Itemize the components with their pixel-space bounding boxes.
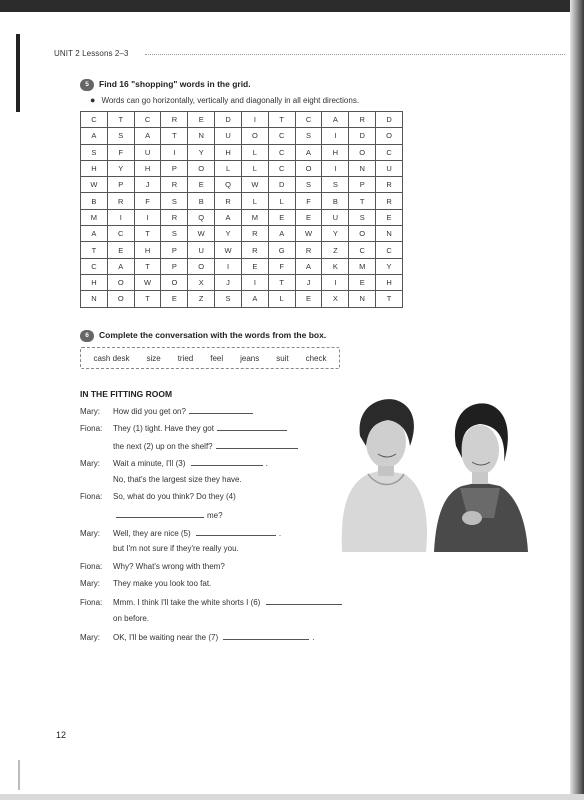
grid-cell: U xyxy=(376,160,403,176)
grid-cell: O xyxy=(349,144,376,160)
grid-cell: T xyxy=(268,274,295,290)
exercise-5-number: 5 xyxy=(80,79,94,91)
grid-cell: L xyxy=(268,193,295,209)
grid-cell: M xyxy=(81,209,108,225)
grid-cell: I xyxy=(322,160,349,176)
grid-cell: O xyxy=(376,128,403,144)
dialogue-line xyxy=(80,422,290,433)
grid-cell: Y xyxy=(376,258,403,274)
grid-cell: O xyxy=(241,128,268,144)
dialogue-speaker: Fiona: xyxy=(80,598,103,608)
grid-cell: I xyxy=(241,112,268,128)
grid-cell: T xyxy=(349,193,376,209)
grid-cell: E xyxy=(295,291,322,307)
grid-cell: E xyxy=(349,274,376,290)
dialogue-text: Why? What's wrong with them? xyxy=(113,561,225,571)
dialogue-text: OK, I'll be waiting near the (7) xyxy=(113,633,221,643)
grid-cell: E xyxy=(188,112,215,128)
grid-cell: S xyxy=(295,177,322,193)
grid-cell: T xyxy=(134,258,161,274)
grid-cell: A xyxy=(268,226,295,242)
grid-cell: Y xyxy=(215,226,242,242)
grid-cell: C xyxy=(81,258,108,274)
grid-row xyxy=(81,242,403,258)
grid-cell: J xyxy=(134,177,161,193)
grid-cell: L xyxy=(241,144,268,160)
grid-cell: W xyxy=(295,226,322,242)
grid-cell: Q xyxy=(215,177,242,193)
word-box-item: cash desk xyxy=(93,353,130,363)
grid-cell: H xyxy=(81,160,108,176)
grid-cell: N xyxy=(188,128,215,144)
grid-cell: W xyxy=(241,177,268,193)
grid-cell: F xyxy=(134,193,161,209)
grid-cell: R xyxy=(376,193,403,209)
dialogue-line xyxy=(80,509,223,520)
grid-cell: C xyxy=(268,128,295,144)
grid-cell: A xyxy=(215,209,242,225)
dialogue-text: tight. Have they got xyxy=(145,424,214,434)
grid-row xyxy=(81,128,403,144)
binding-mark xyxy=(16,34,20,112)
grid-cell: H xyxy=(134,242,161,258)
grid-cell: C xyxy=(107,226,134,242)
grid-cell: U xyxy=(134,144,161,160)
dialogue-line xyxy=(80,440,301,451)
grid-cell: O xyxy=(107,291,134,307)
grid-cell: E xyxy=(376,209,403,225)
grid-cell: B xyxy=(81,193,108,209)
grid-cell: T xyxy=(134,226,161,242)
dialogue-text: They (1) xyxy=(113,424,146,434)
grid-cell: L xyxy=(215,160,242,176)
dialogue-text: Wait a minute, I'll (3) xyxy=(113,459,188,469)
grid-cell: H xyxy=(376,274,403,290)
grid-cell: U xyxy=(322,209,349,225)
grid-cell: U xyxy=(188,242,215,258)
grid-cell: R xyxy=(161,112,188,128)
grid-cell: D xyxy=(268,177,295,193)
grid-cell: R xyxy=(241,226,268,242)
grid-cell: S xyxy=(81,144,108,160)
dialogue-text: So, what do you think? Do they (4) xyxy=(113,492,236,501)
exercise-5-instruction-line xyxy=(90,95,359,105)
grid-row xyxy=(81,193,403,209)
dialogue-line xyxy=(80,544,239,553)
grid-row xyxy=(81,160,403,176)
grid-cell: H xyxy=(81,274,108,290)
word-box xyxy=(80,347,340,369)
dialogue-speaker: Mary: xyxy=(80,407,100,416)
grid-cell: E xyxy=(295,209,322,225)
grid-cell: N xyxy=(376,226,403,242)
word-box-item: suit xyxy=(276,353,289,363)
exercise-6-title: Complete the conversation with the words from the box. xyxy=(99,330,327,341)
grid-cell: N xyxy=(349,160,376,176)
grid-cell: Z xyxy=(322,242,349,258)
word-box-item: check xyxy=(305,353,327,363)
girl-left-figure xyxy=(342,399,427,552)
grid-cell: F xyxy=(295,193,322,209)
section-title: IN THE FITTING ROOM xyxy=(80,389,173,399)
word-box-item: tried xyxy=(177,353,194,363)
word-box-item: size xyxy=(146,353,161,363)
dialogue-line xyxy=(80,562,225,571)
grid-cell: E xyxy=(268,209,295,225)
dialogue-text: on before. xyxy=(113,613,150,623)
dialogue-text: No, that's the largest size they have. xyxy=(113,474,242,484)
dialogue-text: . xyxy=(278,528,282,538)
two-girls-photo xyxy=(338,388,534,552)
grid-cell: S xyxy=(161,193,188,209)
dialogue-text: Mmm. I think I'll take the white shorts I (6) xyxy=(113,598,263,608)
grid-row xyxy=(81,112,403,128)
grid-cell: E xyxy=(161,291,188,307)
grid-cell: C xyxy=(81,112,108,128)
dialogue-speaker: Fiona: xyxy=(80,492,103,501)
grid-cell: R xyxy=(107,193,134,209)
grid-cell: B xyxy=(188,193,215,209)
grid-cell: W xyxy=(81,177,108,193)
grid-row xyxy=(81,274,403,290)
dialogue-speaker: Mary: xyxy=(80,579,100,588)
grid-row xyxy=(81,258,403,274)
grid-cell: C xyxy=(268,144,295,160)
grid-cell: N xyxy=(81,291,108,307)
grid-cell: Y xyxy=(322,226,349,242)
grid-cell: S xyxy=(295,128,322,144)
grid-cell: K xyxy=(322,258,349,274)
grid-cell: A xyxy=(295,258,322,274)
dialogue-text: up on the shelf? xyxy=(155,441,213,451)
grid-cell: O xyxy=(349,226,376,242)
exercise-5-heading xyxy=(80,79,251,91)
grid-cell: J xyxy=(215,274,242,290)
grid-cell: H xyxy=(134,160,161,176)
grid-cell: F xyxy=(268,258,295,274)
grid-cell: A xyxy=(81,226,108,242)
dialogue-line xyxy=(80,492,236,501)
grid-cell: Q xyxy=(188,209,215,225)
grid-cell: P xyxy=(349,177,376,193)
unit-header: UNIT 2 Lessons 2–3 xyxy=(54,49,129,58)
grid-cell: I xyxy=(322,128,349,144)
dialogue-text: Well, they are nice (5) xyxy=(113,528,193,538)
grid-cell: S xyxy=(161,226,188,242)
answer-blank[interactable] xyxy=(191,457,263,466)
dialogue-text: They make you look too fat. xyxy=(113,579,212,588)
grid-cell: S xyxy=(215,291,242,307)
dialogue-speaker: Fiona: xyxy=(80,424,103,434)
girl-right-figure xyxy=(434,403,528,552)
scan-bottom-edge xyxy=(0,794,584,800)
grid-cell: R xyxy=(349,112,376,128)
grid-cell: W xyxy=(215,242,242,258)
grid-cell: A xyxy=(241,291,268,307)
grid-cell: C xyxy=(376,144,403,160)
grid-cell: N xyxy=(349,291,376,307)
grid-cell: O xyxy=(188,258,215,274)
grid-cell: X xyxy=(188,274,215,290)
scan-top-edge xyxy=(0,0,584,12)
answer-blank[interactable] xyxy=(116,509,204,518)
dialogue-line xyxy=(80,527,281,538)
grid-cell: O xyxy=(161,274,188,290)
grid-row xyxy=(81,291,403,307)
grid-cell: S xyxy=(322,177,349,193)
grid-cell: A xyxy=(322,112,349,128)
grid-cell: R xyxy=(241,242,268,258)
grid-cell: O xyxy=(295,160,322,176)
grid-cell: A xyxy=(134,128,161,144)
exercise-5-instruction: Words can go horizontally, vertically and diagonally in all eight directions. xyxy=(101,96,360,105)
grid-cell: C xyxy=(134,112,161,128)
grid-cell: A xyxy=(107,258,134,274)
grid-cell: T xyxy=(81,242,108,258)
grid-cell: C xyxy=(268,160,295,176)
grid-cell: L xyxy=(268,291,295,307)
header-dotted-rule xyxy=(145,54,565,55)
grid-cell: P xyxy=(107,177,134,193)
grid-cell: S xyxy=(349,209,376,225)
grid-cell: O xyxy=(107,274,134,290)
dialogue-speaker: Mary: xyxy=(80,528,100,538)
dialogue-line xyxy=(80,631,315,642)
grid-cell: D xyxy=(349,128,376,144)
grid-cell: W xyxy=(134,274,161,290)
grid-cell: R xyxy=(295,242,322,258)
bullet-icon: ● xyxy=(90,95,96,105)
dialogue-line xyxy=(80,457,268,468)
answer-blank[interactable] xyxy=(189,405,253,414)
dialogue-text: but I'm not sure if they're really you. xyxy=(113,544,239,554)
grid-cell: R xyxy=(215,193,242,209)
grid-cell: I xyxy=(161,144,188,160)
grid-cell: J xyxy=(295,274,322,290)
grid-cell: Y xyxy=(188,144,215,160)
grid-cell: L xyxy=(241,160,268,176)
grid-cell: S xyxy=(107,128,134,144)
answer-blank[interactable] xyxy=(216,440,298,449)
grid-row xyxy=(81,226,403,242)
dialogue-speaker: Mary: xyxy=(80,459,100,469)
page-number: 12 xyxy=(56,730,67,740)
grid-cell: R xyxy=(161,177,188,193)
grid-cell: M xyxy=(241,209,268,225)
grid-cell: P xyxy=(161,242,188,258)
dialogue-speaker: Fiona: xyxy=(80,561,103,571)
word-box-item: jeans xyxy=(240,353,260,363)
grid-cell: C xyxy=(295,112,322,128)
grid-row xyxy=(81,177,403,193)
grid-cell: M xyxy=(349,258,376,274)
grid-cell: I xyxy=(215,258,242,274)
grid-cell: T xyxy=(268,112,295,128)
grid-cell: Z xyxy=(188,291,215,307)
grid-cell: D xyxy=(215,112,242,128)
grid-cell: C xyxy=(349,242,376,258)
word-box-item: feel xyxy=(210,353,224,363)
grid-cell: U xyxy=(215,128,242,144)
grid-cell: R xyxy=(161,209,188,225)
grid-cell: F xyxy=(107,144,134,160)
grid-cell: H xyxy=(215,144,242,160)
dialogue-line xyxy=(80,614,149,623)
dialogue-line xyxy=(80,405,256,416)
grid-cell: I xyxy=(241,274,268,290)
grid-cell: P xyxy=(161,160,188,176)
exercise-5-title: Find 16 "shopping" words in the grid. xyxy=(99,79,251,90)
grid-cell: W xyxy=(188,226,215,242)
grid-cell: A xyxy=(81,128,108,144)
dialogue-text: the next (2) xyxy=(113,441,156,451)
grid-cell: A xyxy=(295,144,322,160)
answer-blank[interactable] xyxy=(223,631,309,640)
dialogue-line xyxy=(80,475,242,484)
answer-blank[interactable] xyxy=(196,527,276,536)
dialogue-text: How did you get on? xyxy=(113,407,186,416)
grid-cell: G xyxy=(268,242,295,258)
grid-cell: P xyxy=(161,258,188,274)
exercise-6-heading xyxy=(80,330,326,342)
corner-mark xyxy=(18,760,34,790)
grid-cell: D xyxy=(376,112,403,128)
grid-cell: T xyxy=(107,112,134,128)
grid-cell: T xyxy=(376,291,403,307)
grid-cell: O xyxy=(188,160,215,176)
word-search-grid xyxy=(80,111,403,308)
grid-cell: T xyxy=(161,128,188,144)
grid-cell: L xyxy=(241,193,268,209)
dialogue-speaker: Mary: xyxy=(80,633,100,643)
grid-row xyxy=(81,209,403,225)
grid-cell: I xyxy=(134,209,161,225)
grid-cell: T xyxy=(134,291,161,307)
grid-cell: I xyxy=(107,209,134,225)
dialogue-text: . xyxy=(265,459,268,469)
grid-cell: X xyxy=(322,291,349,307)
dialogue-line xyxy=(80,579,211,588)
grid-cell: E xyxy=(241,258,268,274)
grid-cell: R xyxy=(376,177,403,193)
answer-blank[interactable] xyxy=(266,596,342,605)
exercise-6-number: 6 xyxy=(80,330,94,342)
dialogue-text: me? xyxy=(207,511,223,521)
dialogue-line xyxy=(80,596,345,607)
dialogue-text: . xyxy=(312,633,315,643)
grid-cell: E xyxy=(107,242,134,258)
grid-cell: E xyxy=(188,177,215,193)
grid-cell: C xyxy=(376,242,403,258)
scan-right-edge xyxy=(570,0,584,800)
grid-row xyxy=(81,144,403,160)
answer-blank[interactable] xyxy=(217,422,287,431)
grid-cell: Y xyxy=(107,160,134,176)
grid-cell: H xyxy=(322,144,349,160)
grid-cell: B xyxy=(322,193,349,209)
grid-cell: I xyxy=(322,274,349,290)
